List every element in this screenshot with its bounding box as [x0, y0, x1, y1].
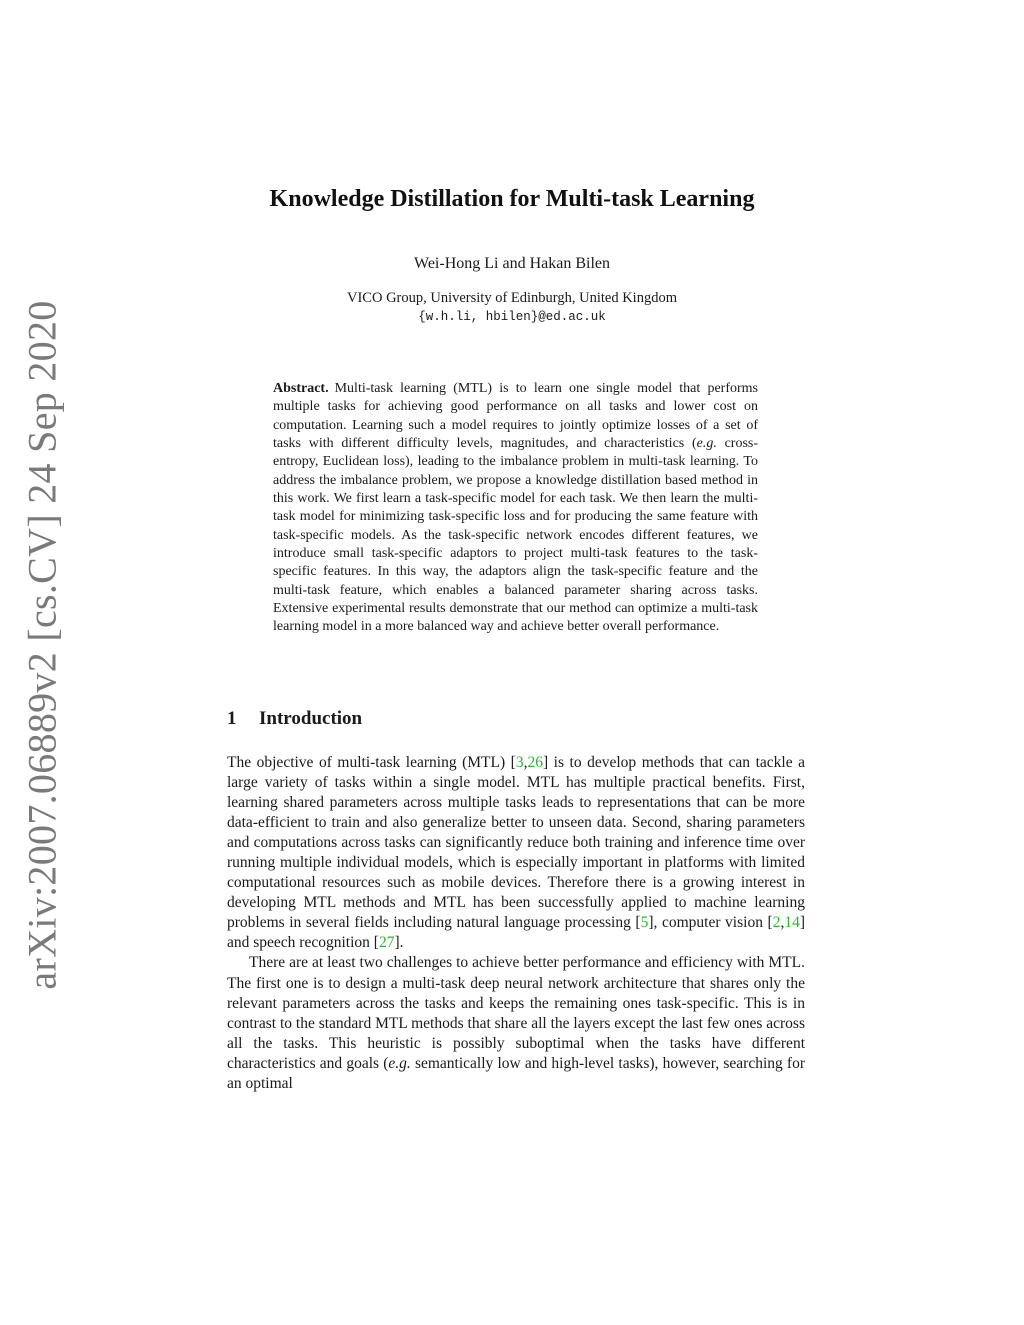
section-title: Introduction — [259, 708, 363, 729]
abstract-label: Abstract. — [273, 381, 329, 396]
citation-link[interactable]: 14 — [784, 914, 800, 932]
citation-link[interactable]: 5 — [640, 914, 649, 932]
text-run: There are at least two challenges to achieve better performance and efficiency with MTL. The first one is to design a multi-task deep neural network architecture that shares only the relevant parameters across the tasks and keeps the remaining ones task-specific. This is in contrast to the standard MTL methods that share all the layers except the last few ones across all the tasks. This heuristic is possibly suboptimal when the tasks have different characteristics and goals ( — [227, 954, 805, 1072]
paper-title: Knowledge Distillation for Multi-task Learning — [269, 186, 755, 212]
text-run: The objective of multi-task learning (MTL) [ — [227, 754, 516, 771]
abstract-eg: e.g. — [696, 436, 717, 452]
text-run: semantically low and high-level tasks), however, searching for an optimal — [227, 1054, 805, 1092]
abstract-text-2: cross-entropy, Euclidean loss), leading to the imbalance problem in multi-task learning. To address the imbalance problem, we propose a knowledge distillation based method in this work. We first learn a task-specific model for each task. We then learn the multi-task model for minimizing task-specific loss and for producing the same feature with task-specific models. As the task-specific network encodes different features, we introduce small task-specific adaptors to project multi-task features to the task-specific features. In this way, the adaptors align the task-specific feature and the multi-task feature, which enables a balanced parameter sharing across tasks. Extensive experimental results demonstrate that our method can optimize a multi-task learning model in a more balanced way and achieve better overall performance. — [273, 436, 759, 635]
intro-paragraph-2 — [227, 953, 805, 1093]
author-email: {w.h.li, hbilen}@ed.ac.uk — [418, 310, 606, 324]
text-run: ]. — [394, 934, 404, 952]
abstract-text-1: Multi-task learning (MTL) is to learn one single model that performs multiple tasks for achieving good performance on all tasks and lower cost on computation. Learning such a model requires to jointly optimize losses of a set of tasks with different difficulty levels, magnitudes, and characteristics ( — [273, 381, 758, 452]
citation-link[interactable]: 27 — [378, 934, 395, 952]
abstract — [273, 380, 758, 637]
affiliation: VICO Group, University of Edinburgh, United Kingdom — [347, 290, 677, 306]
text-run: , — [780, 914, 785, 932]
citation-link[interactable]: 2 — [772, 914, 781, 932]
text-run: ], computer vision [ — [648, 914, 773, 932]
citation-link[interactable]: 26 — [527, 754, 543, 771]
text-run-italic: e.g. — [388, 1054, 411, 1072]
text-run: ] and speech recognition [ — [227, 914, 805, 952]
introduction-body — [227, 753, 805, 1094]
text-run: , — [523, 754, 528, 771]
section-heading-introduction — [227, 708, 362, 730]
intro-paragraph-1 — [227, 753, 805, 953]
arxiv-stamp: arXiv:2007.06889v2 [cs.CV] 24 Sep 2020 — [19, 300, 65, 990]
citation-link[interactable]: 3 — [515, 754, 524, 771]
authors: Wei-Hong Li and Hakan Bilen — [414, 255, 610, 272]
section-number: 1 — [227, 708, 237, 729]
text-run: ] is to develop methods that can tackle a large variety of tasks within a single model. MTL has multiple practical benefits. First, learning shared parameters across multiple tasks leads to representations that can be more data-efficient to train and also generalize better to unseen data. Second, sharing parameters and computations across tasks can significantly reduce both training and inference time over running multiple individual models, which is especially important in platforms with limited computational resources such as mobile devices. Therefore there is a growing interest in developing MTL methods and MTL has been successfully applied to machine learning problems in several fields including natural language processing [ — [227, 754, 805, 932]
